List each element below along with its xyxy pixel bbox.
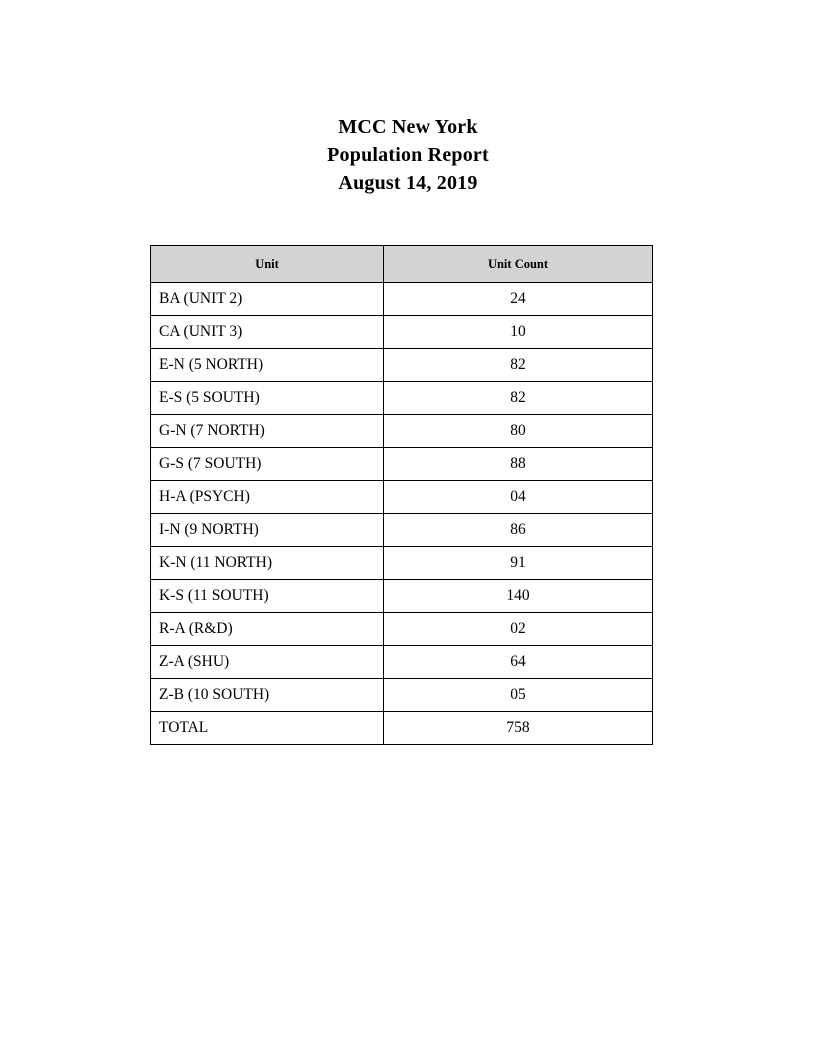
report-title [0,113,816,197]
unit-count-cell: 758 [384,712,653,745]
table-row [151,349,653,382]
report-title-date: August 14, 2019 [338,172,478,194]
unit-column-header: Unit [151,246,384,283]
unit-count-cell: 64 [384,646,653,679]
unit-cell: H-A (PSYCH) [151,481,384,514]
unit-count-cell: 05 [384,679,653,712]
unit-cell: E-N (5 NORTH) [151,349,384,382]
unit-cell: CA (UNIT 3) [151,316,384,349]
unit-count-column-header: Unit Count [384,246,653,283]
table-row [151,448,653,481]
unit-cell: K-S (11 SOUTH) [151,580,384,613]
table-row [151,679,653,712]
population-table-container [150,245,653,745]
table-row [151,712,653,745]
unit-count-cell: 140 [384,580,653,613]
unit-count-cell: 80 [384,415,653,448]
unit-count-cell: 24 [384,283,653,316]
table-row [151,613,653,646]
report-title-name: Population Report [327,144,489,166]
table-row [151,646,653,679]
unit-cell: G-N (7 NORTH) [151,415,384,448]
unit-cell: TOTAL [151,712,384,745]
unit-cell: I-N (9 NORTH) [151,514,384,547]
unit-count-cell: 10 [384,316,653,349]
unit-cell: Z-B (10 SOUTH) [151,679,384,712]
unit-count-cell: 04 [384,481,653,514]
population-table-body [151,283,653,745]
population-table [150,245,653,745]
unit-cell: G-S (7 SOUTH) [151,448,384,481]
table-row [151,514,653,547]
unit-cell: K-N (11 NORTH) [151,547,384,580]
unit-count-cell: 86 [384,514,653,547]
unit-count-cell: 82 [384,349,653,382]
header-row [151,246,653,283]
table-row [151,547,653,580]
table-row [151,382,653,415]
unit-cell: BA (UNIT 2) [151,283,384,316]
table-row [151,316,653,349]
unit-count-cell: 88 [384,448,653,481]
unit-cell: R-A (R&D) [151,613,384,646]
report-title-org: MCC New York [338,116,478,138]
table-row [151,580,653,613]
table-row [151,283,653,316]
unit-count-cell: 02 [384,613,653,646]
table-row [151,415,653,448]
unit-count-cell: 91 [384,547,653,580]
population-table-header [151,246,653,283]
unit-count-cell: 82 [384,382,653,415]
unit-cell: Z-A (SHU) [151,646,384,679]
table-row [151,481,653,514]
unit-cell: E-S (5 SOUTH) [151,382,384,415]
